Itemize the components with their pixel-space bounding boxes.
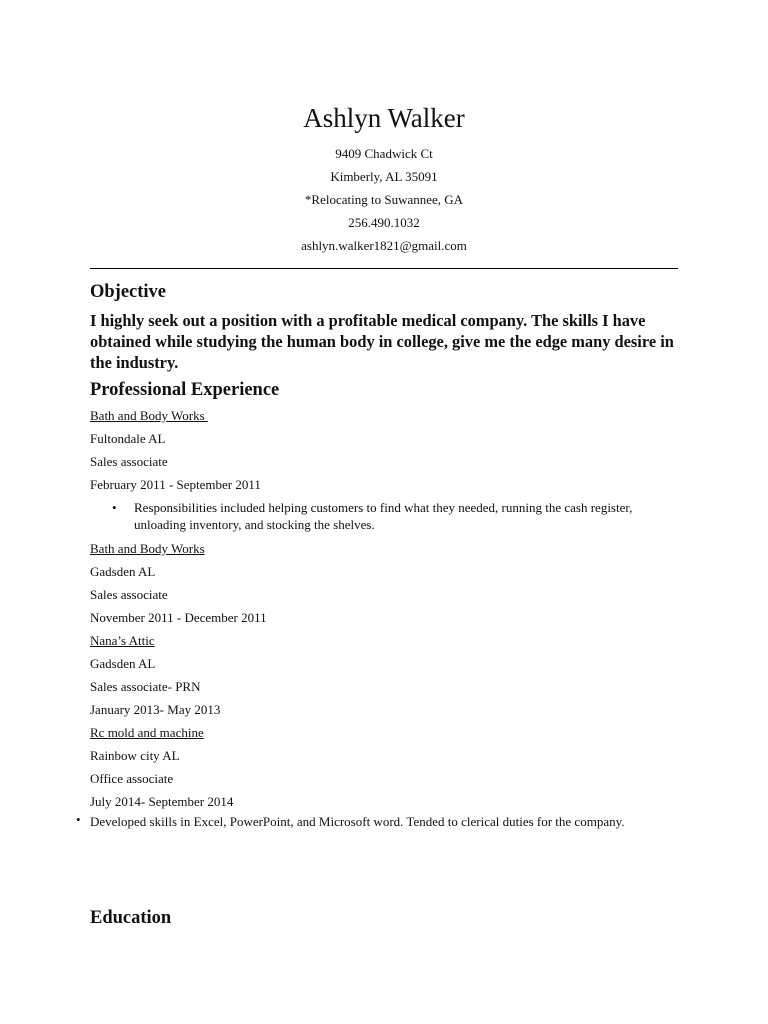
job-dates: November 2011 - December 2011 <box>90 610 267 625</box>
job-company: Bath and Body Works <box>90 541 205 556</box>
job-dates: July 2014- September 2014 <box>90 794 234 809</box>
candidate-name: Ashlyn Walker <box>303 103 465 133</box>
job-company: Bath and Body Works <box>90 408 208 423</box>
job-role: Sales associate <box>90 454 168 469</box>
objective-text: I highly seek out a position with a profitable medical company. The skills I have obtained while studying the human body in college, give me the edge many desire in the industry. <box>90 311 674 372</box>
relocation-note: *Relocating to Suwannee, GA <box>304 192 464 207</box>
resume-header <box>0 100 768 257</box>
job-role: Office associate <box>90 771 174 786</box>
bullet-marker: • <box>76 812 81 827</box>
job-bullet-line-2: unloading inventory, and stocking the shelves. <box>134 517 375 532</box>
experience-heading: Professional Experience <box>90 380 280 400</box>
job-company: Rc mold and machine <box>90 725 204 740</box>
objective-heading: Objective <box>90 282 167 302</box>
job-location: Gadsden AL <box>90 656 156 671</box>
job-bullet-line-1: Responsibilities included helping customers to find what they needed, running the cash register, <box>134 500 633 515</box>
job-role: Sales associate <box>90 587 168 602</box>
header-divider <box>90 268 678 269</box>
experience-list <box>90 404 690 813</box>
job-role: Sales associate- PRN <box>90 679 201 694</box>
bullet-marker: • <box>112 500 117 515</box>
job-company: Nana’s Attic <box>90 633 155 648</box>
job-bullet <box>90 496 690 537</box>
final-bullet-text: Developed skills in Excel, PowerPoint, and Microsoft word. Tended to clerical duties for the company. <box>90 814 625 829</box>
job-location: Rainbow city AL <box>90 748 180 763</box>
job-location: Gadsden AL <box>90 564 156 579</box>
job-location: Fultondale AL <box>90 431 166 446</box>
email-address: ashlyn.walker1821@gmail.com <box>301 238 467 253</box>
phone-number: 256.490.1032 <box>348 215 420 230</box>
job-dates: January 2013- May 2013 <box>90 702 221 717</box>
job-dates: February 2011 - September 2011 <box>90 477 261 492</box>
education-heading: Education <box>90 908 172 928</box>
address-line-1: 9409 Chadwick Ct <box>335 146 433 161</box>
address-line-2: Kimberly, AL 35091 <box>330 169 438 184</box>
